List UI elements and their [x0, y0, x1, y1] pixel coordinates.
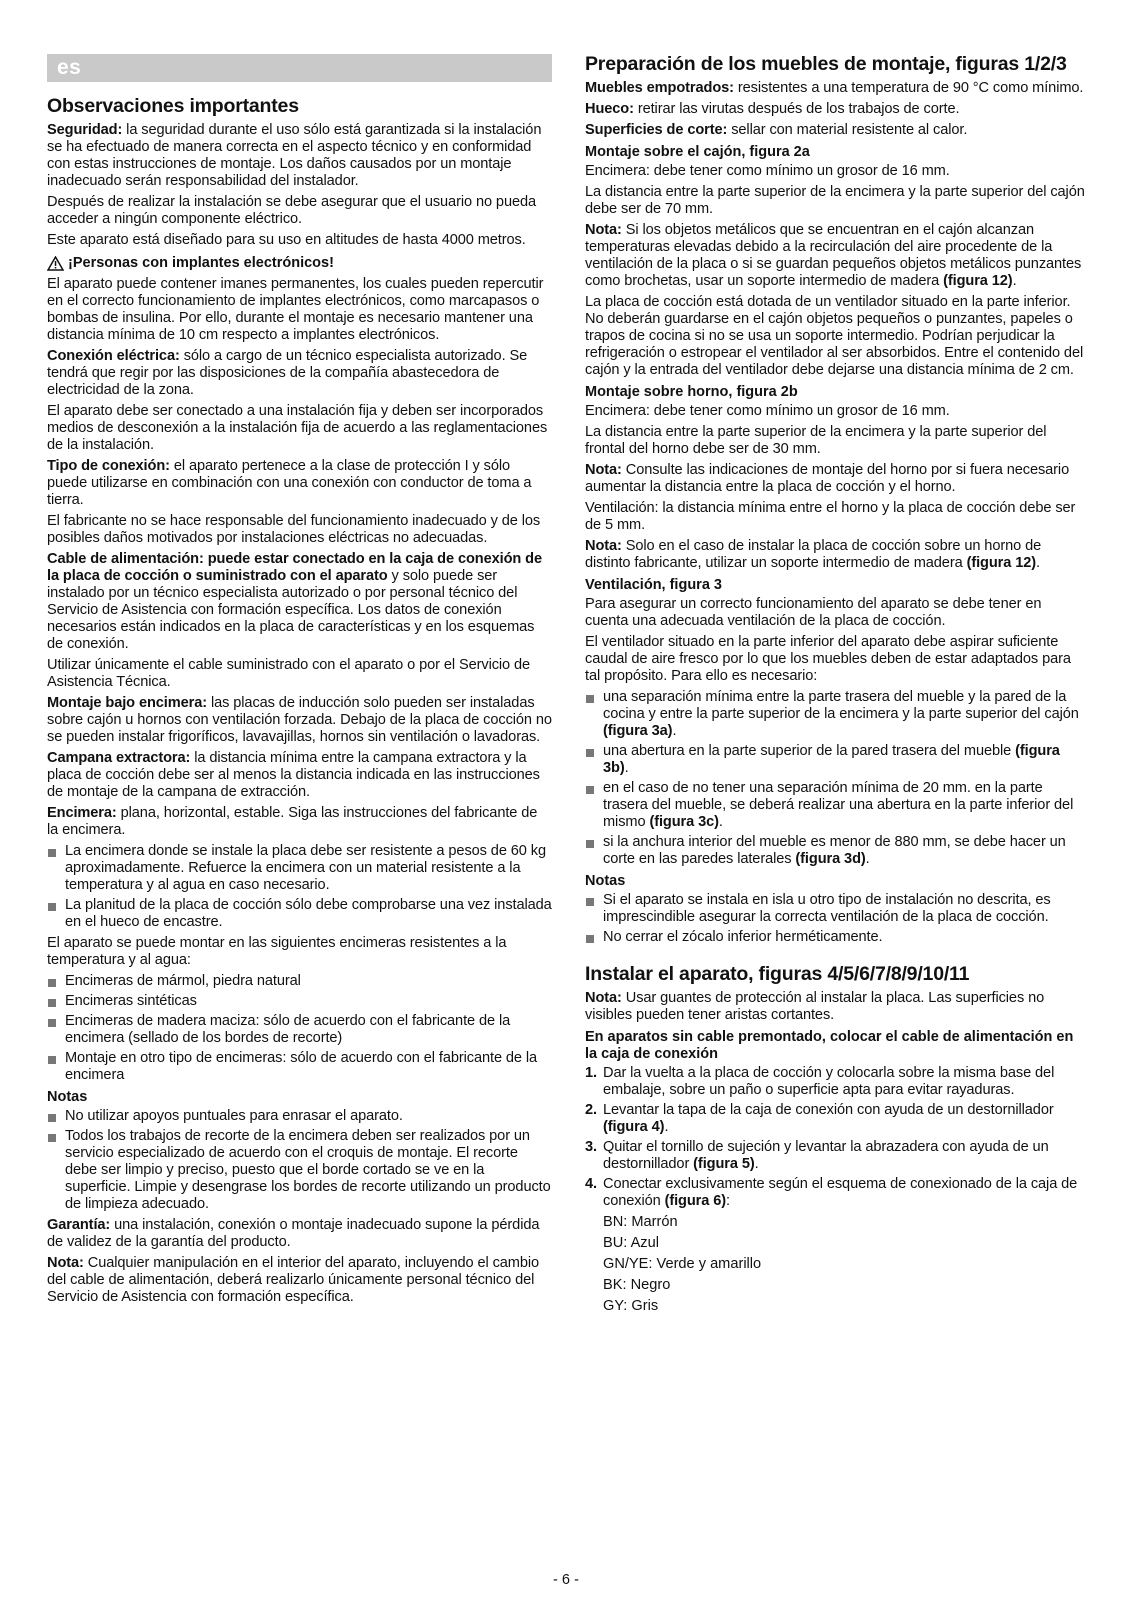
- encimera-types-list: [47, 973, 552, 1084]
- label-campana: Campana extractora:: [47, 750, 191, 766]
- install-steps: [585, 1065, 1088, 1210]
- step-number: 2.: [585, 1102, 597, 1118]
- paragraph-cajon-ventilador: La placa de cocción está dotada de un ventilador situado en la parte inferior. No deberán guardarse en el cajón objetos pequeños o punzantes, papeles o trapos de cocina si no se usa un soporte intermedio. Podrían perjudicar la refrigeración o estropear el ventilador al ser absorbidos. Entre el contenido del cajón y la entrada del ventilador debe dejarse una distancia mínima de 2 cm.: [585, 294, 1084, 378]
- step-text: Conectar exclusivamente según el esquema de conexionado de la caja de conexión: [603, 1176, 1078, 1209]
- paragraph-horno-nota2: [585, 538, 1088, 572]
- figure-reference: (figura 3b): [603, 743, 1060, 776]
- label-tipo-conexion: Tipo de conexión:: [47, 458, 170, 474]
- step-item: [585, 1065, 1088, 1099]
- step-number: 4.: [585, 1176, 597, 1192]
- label-montaje-bajo-encimera: Montaje bajo encimera:: [47, 695, 207, 711]
- paragraph-altitud: Este aparato está diseñado para su uso en altitudes de hasta 4000 metros.: [47, 232, 526, 248]
- label-garantia: Garantía:: [47, 1217, 111, 1233]
- notas-heading-right: Notas: [585, 873, 626, 889]
- paragraph-horno-distancia: La distancia entre la parte superior de la encimera y la parte superior del frontal del horno debe ser de 30 mm.: [585, 424, 1047, 457]
- list-item: La planitud de la placa de cocción sólo debe comprobarse una vez instalada en el hueco de encastre.: [47, 897, 552, 931]
- paragraph-cajon-nota: [585, 222, 1088, 290]
- paragraph-horno-nota1: [585, 462, 1088, 496]
- text-encimera: plana, horizontal, estable. Siga las instrucciones del fabricante de la encimera.: [47, 805, 538, 838]
- label-hueco: Hueco:: [585, 101, 634, 117]
- label-conexion-electrica: Conexión eléctrica:: [47, 348, 180, 364]
- paragraph-cajon-grosor: Encimera: debe tener como mínimo un grosor de 16 mm.: [585, 163, 950, 179]
- list-item: Encimeras sintéticas: [47, 993, 552, 1010]
- paragraph-encimera: [47, 805, 552, 839]
- step-number: 1.: [585, 1065, 597, 1081]
- paragraph-fabricante: El fabricante no se hace responsable del funcionamiento inadecuado y de los posibles daños motivados por instalaciones eléctricas no adecuadas.: [47, 513, 541, 546]
- figure-reference: (figura 3d): [795, 851, 866, 867]
- label-muebles: Muebles empotrados:: [585, 80, 734, 96]
- warning-heading: [47, 255, 552, 272]
- text-tipo-conexion: el aparato pertenece a la clase de protección I y sólo puede utilizarse en combinación con una conexión con conductor de toma a tierra.: [47, 458, 532, 508]
- text-garantia: una instalación, conexión o montaje inadecuado supone la pérdida de validez de la garantía del producto.: [47, 1217, 540, 1250]
- punctuation: :: [726, 1193, 730, 1209]
- list-item-text: una abertura en la parte superior de la pared trasera del mueble: [603, 743, 1016, 759]
- step-item: [585, 1102, 1088, 1136]
- list-item: [585, 743, 1088, 777]
- punctuation: .: [1036, 555, 1040, 571]
- text-cable: y solo puede ser instalado por un técnico especialista autorizado o por personal técnico del Servicio de Asistencia con formación específica. Los datos de conexión necesarios están indicados en la placa de características y en los esquemas de conexión.: [47, 568, 535, 652]
- encimera-list: [47, 843, 552, 931]
- wire-code: BN: Marrón: [603, 1214, 678, 1230]
- paragraph-despues: Después de realizar la instalación se debe asegurar que el usuario no pueda acceder a ningún componente eléctrico.: [47, 194, 537, 227]
- section-title-observaciones: Observaciones importantes: [47, 95, 299, 117]
- label-nota: Nota:: [47, 1255, 84, 1271]
- wire-color-codes: [603, 1214, 1088, 1315]
- text-instalar-nota: Usar guantes de protección al instalar la placa. Las superficies no visibles pueden tener aristas cortantes.: [585, 990, 1045, 1023]
- label-nota: Nota:: [585, 990, 622, 1006]
- text-hueco: retirar las virutas después de los trabajos de corte.: [633, 101, 960, 117]
- list-item: Si el aparato se instala en isla u otro tipo de instalación no descrita, es imprescindible asegurar la correcta ventilación de la placa de cocción.: [585, 892, 1088, 926]
- list-item: [585, 834, 1088, 868]
- list-item-text: si la anchura interior del mueble es menor de 880 mm, se debe hacer un corte en las paredes laterales: [603, 834, 1066, 867]
- page-number: - 6 -: [553, 1572, 579, 1588]
- paragraph-montar: El aparato se puede montar en las siguientes encimeras resistentes a la temperatura y al agua:: [47, 935, 507, 968]
- heading-montaje-horno: Montaje sobre horno, figura 2b: [585, 384, 798, 400]
- paragraph-ventilacion-2: El ventilador situado en la parte inferior del aparato debe aspirar suficiente caudal de aire fresco por lo que los muebles deben de estar adaptados para tal propósito. Para ello es necesario:: [585, 634, 1071, 684]
- paragraph-instalacion-fija: El aparato debe ser conectado a una instalación fija y deben ser incorporados medios de desconexión a la instalación fija de acuerdo a las reglamentaciones de la instalación.: [47, 403, 548, 453]
- text-superficies: sellar con material resistente al calor.: [727, 122, 968, 138]
- right-column: [585, 54, 1088, 1319]
- paragraph-conexion-electrica: [47, 348, 552, 399]
- text-horno-nota2: Solo en el caso de instalar la placa de cocción sobre un horno de distinto fabricante, utilizar un soporte intermedio de madera: [585, 538, 1042, 571]
- label-nota: Nota:: [585, 222, 622, 238]
- paragraph-nota: [47, 1255, 552, 1306]
- punctuation: .: [664, 1119, 669, 1135]
- wire-code: BU: Azul: [603, 1235, 659, 1251]
- figure-reference: (figura 3c): [649, 814, 719, 830]
- figure-reference: (figura 3a): [603, 723, 673, 739]
- language-bar: es: [47, 54, 552, 82]
- paragraph-cajon-distancia: La distancia entre la parte superior de la encimera y la parte superior del cajón debe ser de 70 mm.: [585, 184, 1085, 217]
- list-item: No utilizar apoyos puntuales para enrasar el aparato.: [47, 1108, 552, 1125]
- text-campana: la distancia mínima entre la campana extractora y la placa de cocción debe ser al menos la distancia indicada en las instrucciones de montaje de la campana de extracción.: [47, 750, 540, 800]
- list-item: Todos los trabajos de recorte de la encimera deben ser realizados por un servicio especializado de acuerdo con el croquis de montaje. El recorte debe ser limpio y preciso, puesto que el borde cortado se ve en la superficie. Limpie y desengrase los bordes de recorte utilizando un producto de limpieza adecuado.: [47, 1128, 552, 1213]
- wire-code: GY: Gris: [603, 1298, 659, 1314]
- warning-triangle-icon: [47, 256, 64, 271]
- list-item-text: en el caso de no tener una separación mínima de 20 mm. en la parte trasera del mueble, se deberá realizar una abertura en la parte inferior del mismo: [603, 780, 1074, 830]
- list-item-text: una separación mínima entre la parte trasera del mueble y la pared de la cocina y entre la parte superior de la encimera y la parte superior del cajón: [603, 689, 1079, 722]
- left-column: [47, 54, 552, 1310]
- figure-reference: (figura 4): [603, 1119, 665, 1135]
- punctuation: .: [624, 760, 629, 776]
- figure-reference: (figura 12): [943, 273, 1013, 289]
- notas-list-left: [47, 1108, 552, 1213]
- section-title-preparacion: Preparación de los muebles de montaje, figuras 1/2/3: [585, 53, 1067, 75]
- punctuation: .: [718, 814, 723, 830]
- text-muebles: resistentes a una temperatura de 90 °C como mínimo.: [733, 80, 1084, 96]
- warning-title: ¡Personas con implantes electrónicos!: [68, 255, 334, 271]
- section-title-instalar: Instalar el aparato, figuras 4/5/6/7/8/9/10/11: [585, 963, 970, 985]
- wire-code: GN/YE: Verde y amarillo: [603, 1256, 762, 1272]
- list-item: La encimera donde se instale la placa debe ser resistente a pesos de 60 kg aproximadamente. Refuerce la encimera con un material resistente a la temperatura y al agua en caso necesario.: [47, 843, 552, 894]
- paragraph-utilizar-cable: Utilizar únicamente el cable suministrado con el aparato o por el Servicio de Asistencia Técnica.: [47, 657, 531, 690]
- punctuation: .: [865, 851, 870, 867]
- paragraph-garantia: [47, 1217, 552, 1251]
- punctuation: .: [1012, 273, 1017, 289]
- paragraph-horno-ventilacion: Ventilación: la distancia mínima entre el horno y la placa de cocción debe ser de 5 mm.: [585, 500, 1076, 533]
- heading-montaje-cajon: Montaje sobre el cajón, figura 2a: [585, 144, 810, 160]
- text-seguridad: la seguridad durante el uso sólo está garantizada si la instalación se ha efectuado de manera correcta en el aspecto técnico y en conformidad con estas instrucciones de montaje. Los daños causados por un montaje inadecuado serán responsabilidad del instalador.: [47, 122, 542, 189]
- paragraph-cable: [47, 551, 552, 653]
- paragraph-instalar-nota: [585, 990, 1088, 1024]
- paragraph-montaje-bajo-encimera: [47, 695, 552, 746]
- list-item: No cerrar el zócalo inferior herméticamente.: [585, 929, 1088, 946]
- ventilacion-list: [585, 689, 1088, 868]
- paragraph-ventilacion-1: Para asegurar un correcto funcionamiento del aparato se debe tener en cuenta una adecuada ventilación de la placa de cocción.: [585, 596, 1042, 629]
- step-number: 3.: [585, 1139, 597, 1155]
- notas-list-right: [585, 892, 1088, 946]
- step-text: Quitar el tornillo de sujeción y levantar la abrazadera con ayuda de un destornillador: [603, 1139, 1049, 1172]
- list-item: [585, 780, 1088, 831]
- paragraph-muebles: [585, 80, 1088, 97]
- text-nota: Cualquier manipulación en el interior del aparato, incluyendo el cambio del cable de alimentación, deberá realizarlo únicamente personal técnico del Servicio de Asistencia con formación específica.: [47, 1255, 540, 1305]
- list-item: [585, 689, 1088, 740]
- label-superficies: Superficies de corte:: [585, 122, 728, 138]
- punctuation: .: [754, 1156, 759, 1172]
- text-montaje-bajo-encimera: las placas de inducción solo pueden ser instaladas sobre cajón u hornos con ventilación forzada. Debajo de la placa de cocción no se pueden instalar frigoríficos, lavavajillas, hornos sin ventilación o lavadoras.: [47, 695, 552, 745]
- paragraph-hueco: [585, 101, 1088, 118]
- heading-sin-cable: En aparatos sin cable premontado, colocar el cable de alimentación en la caja de conexión: [585, 1029, 1074, 1062]
- list-item: Encimeras de madera maciza: sólo de acuerdo con el fabricante de la encimera (sellado de los bordes de recorte): [47, 1013, 552, 1047]
- paragraph-campana: [47, 750, 552, 801]
- list-item: Encimeras de mármol, piedra natural: [47, 973, 552, 990]
- figure-reference: (figura 6): [664, 1193, 727, 1209]
- paragraph-tipo-conexion: [47, 458, 552, 509]
- figure-reference: (figura 5): [693, 1156, 755, 1172]
- label-nota: Nota:: [585, 538, 622, 554]
- step-text: Dar la vuelta a la placa de cocción y colocarla sobre la misma base del embalaje, sobre un paño o superficie apta para evitar rayaduras.: [603, 1065, 1055, 1098]
- text-conexion-electrica: sólo a cargo de un técnico especialista autorizado. Se tendrá que regir por las disposiciones de la compañía abastecedora de electricidad de la zona.: [47, 348, 528, 398]
- step-text: Levantar la tapa de la caja de conexión con ayuda de un destornillador: [603, 1102, 1054, 1118]
- label-seguridad: Seguridad:: [47, 122, 123, 138]
- paragraph-implantes: El aparato puede contener imanes permanentes, los cuales pueden repercutir en el correcto funcionamiento de implantes electrónicos, como marcapasos o bombas de insulina. Por ello, durante el montaje es necesario mantener una distancia mínima de 10 cm respecto a implantes electrónicos.: [47, 276, 544, 343]
- paragraph-horno-grosor: Encimera: debe tener como mínimo un grosor de 16 mm.: [585, 403, 950, 419]
- text-horno-nota1: Consulte las indicaciones de montaje del horno por si fuera necesario aumentar la distancia entre la placa de cocción y el horno.: [585, 462, 1070, 495]
- paragraph-seguridad: [47, 122, 552, 190]
- heading-ventilacion: Ventilación, figura 3: [585, 577, 722, 593]
- step-item: [585, 1176, 1088, 1210]
- text-cajon-nota: Si los objetos metálicos que se encuentran en el cajón alcanzan temperaturas elevadas debido a la recirculación del aire procedente de la ventilación de la placa o si se guardan pequeños objetos metálicos punzantes como brochetas, usar un soporte intermedio de madera: [585, 222, 1082, 289]
- figure-reference: (figura 12): [966, 555, 1037, 571]
- paragraph-superficies: [585, 122, 1088, 139]
- notas-heading-left: Notas: [47, 1089, 88, 1105]
- step-item: [585, 1139, 1088, 1173]
- label-nota: Nota:: [585, 462, 622, 478]
- label-cable: Cable de alimentación: puede estar conectado en la caja de conexión de la placa de cocción o suministrado con el aparato: [47, 551, 543, 584]
- label-encimera: Encimera:: [47, 805, 117, 821]
- punctuation: .: [672, 723, 677, 739]
- list-item: Montaje en otro tipo de encimeras: sólo de acuerdo con el fabricante de la encimera: [47, 1050, 552, 1084]
- wire-code: BK: Negro: [603, 1277, 671, 1293]
